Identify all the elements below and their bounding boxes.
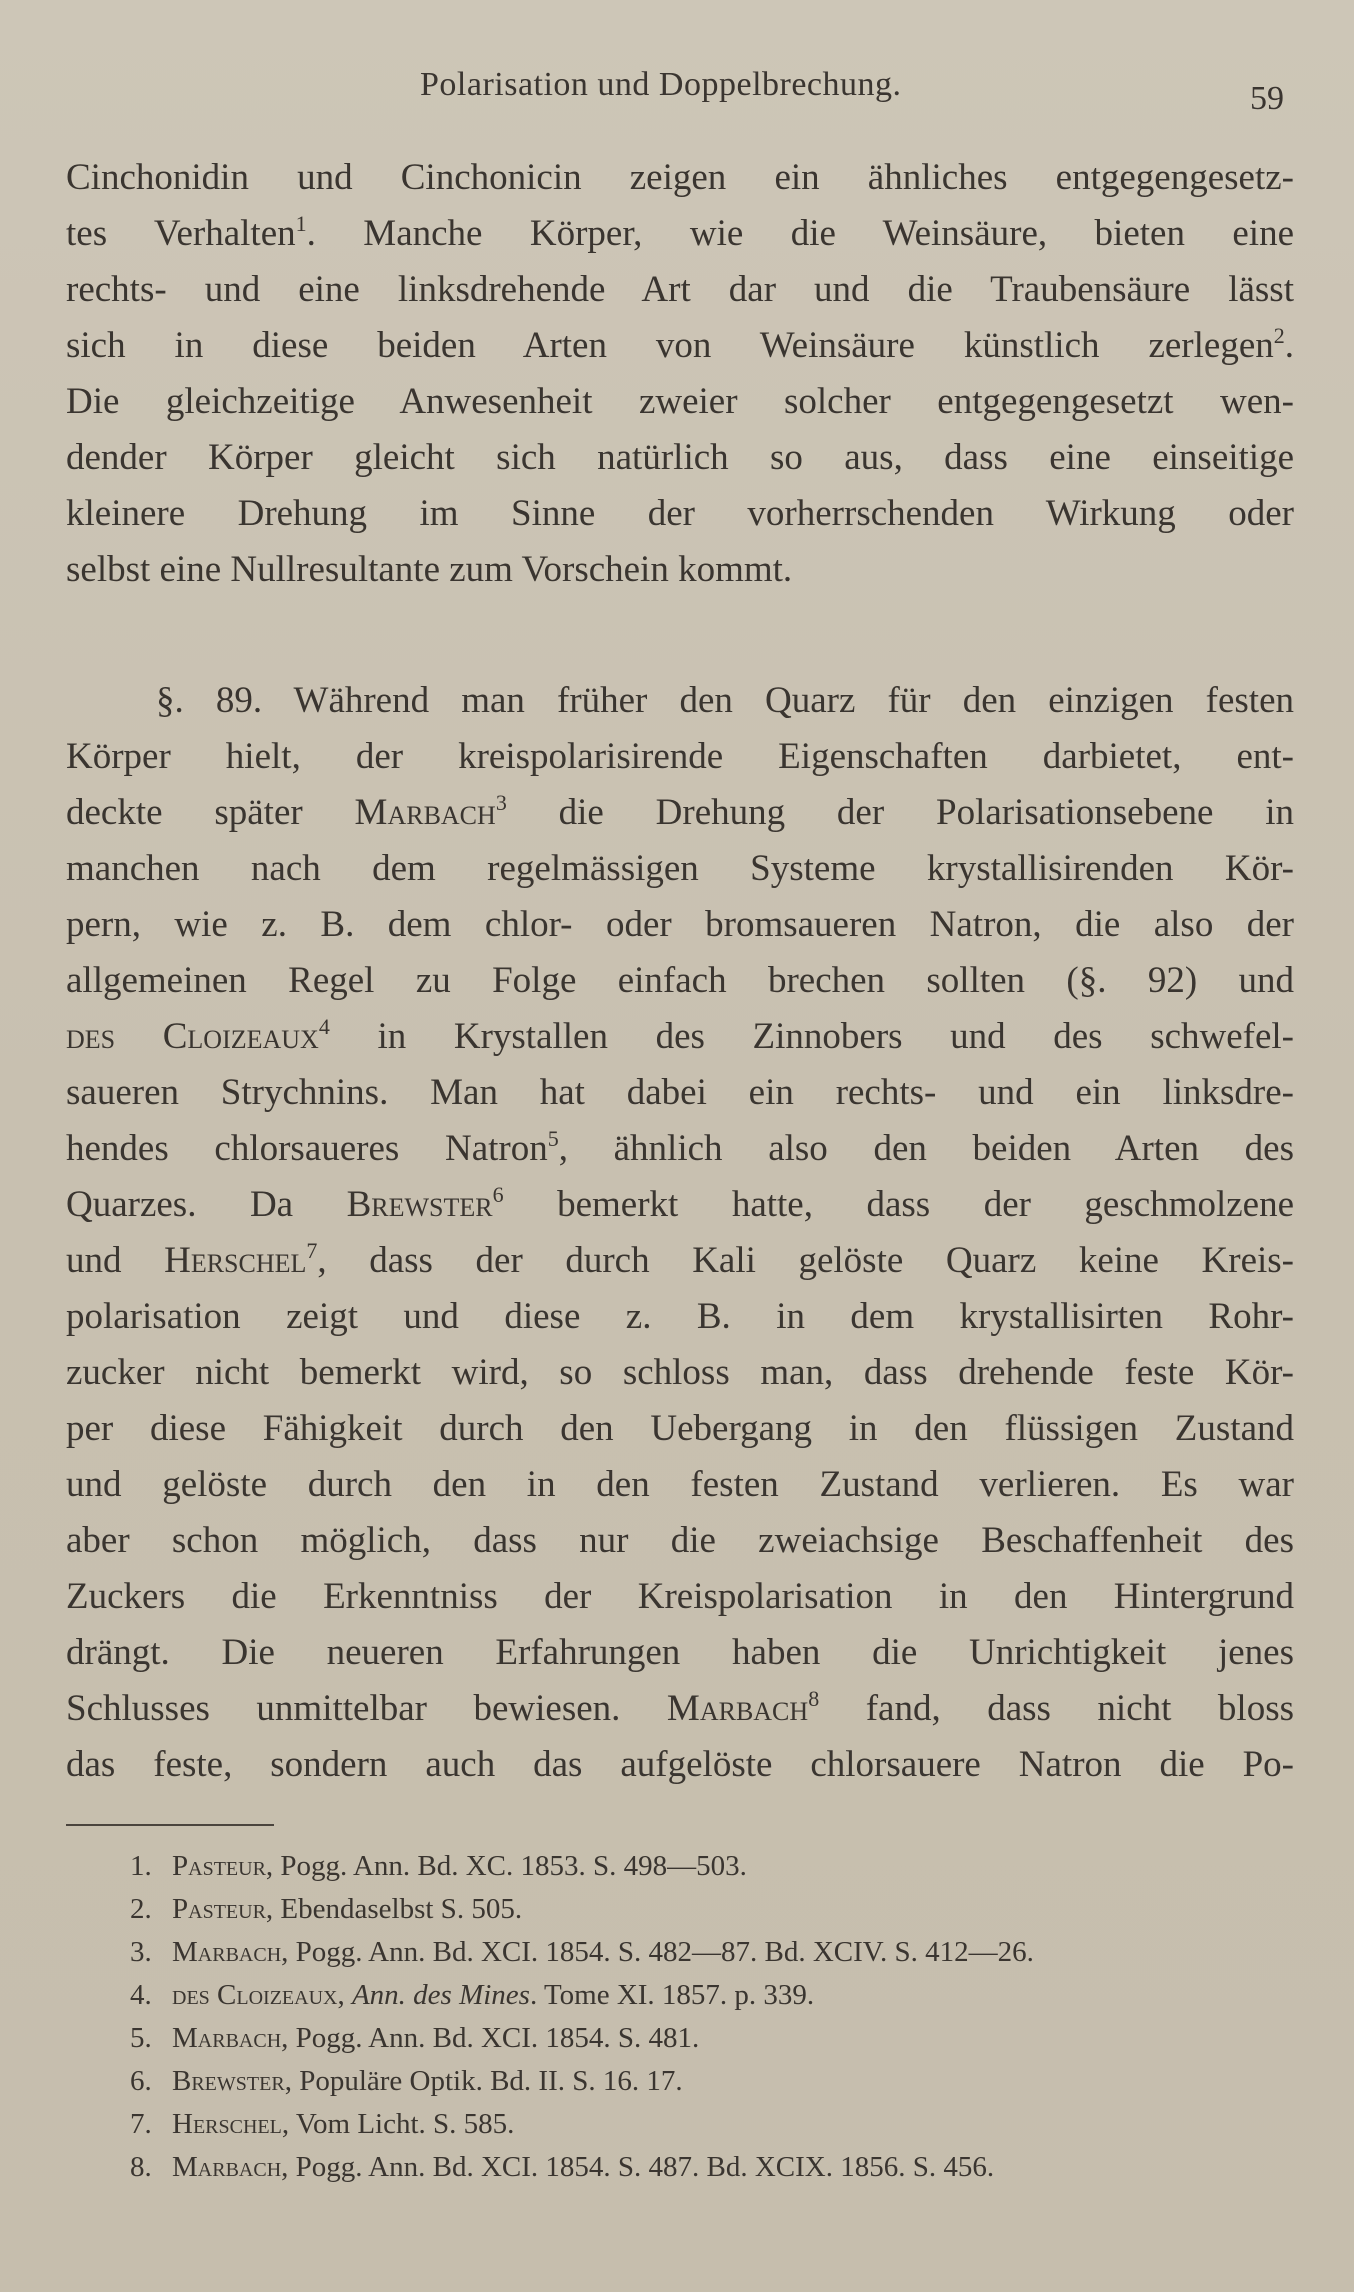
footnote-author: Marbach [172,2022,282,2054]
text-line: rechts- und eine linksdrehende Art dar und die Traubensäure lässt [66,269,1294,310]
footnote-author: Herschel [172,2108,282,2140]
text-line: kleinere Drehung im Sinne der vorherrschenden Wirkung oder [66,493,1294,534]
text-line: Zuckers die Erkenntniss der Kreispolarisation in den Hintergrund [66,1576,1294,1617]
text-line: per diese Fähigkeit durch den Uebergang in den flüssigen Zustand [66,1408,1294,1449]
footnote-author: Brewster [172,2065,285,2097]
footnote-author: des Cloizeaux [172,1979,338,2011]
footnote: 2. Pasteur, Ebendaselbst S. 505. [130,1893,523,1925]
text-line: allgemeinen Regel zu Folge einfach brechen sollten (§. 92) und [66,960,1294,1001]
text-line: deckte später Marbach$^3$ die Drehung der Polarisationsebene in [66,790,1295,833]
paragraph-1 [66,150,1294,598]
text-line: des Cloizeaux$^4$ in Krystallen des Zinnobers und des schwefel- [66,1014,1294,1057]
footnote: 5. Marbach, Pogg. Ann. Bd. XCI. 1854. S. 481. [130,2022,700,2054]
text-line: pern, wie z. B. dem chlor- oder bromsaueren Natron, die also der [66,904,1294,945]
text-line: zucker nicht bemerkt wird, so schloss man, dass drehende feste Kör- [66,1352,1294,1393]
text-line: das feste, sondern auch das aufgelöste chlorsauere Natron die Po- [66,1744,1294,1785]
author-name: Brewster [346,1184,493,1225]
text-line: und gelöste durch den in den festen Zustand verlieren. Es war [66,1464,1294,1505]
footnote: 3. Marbach, Pogg. Ann. Bd. XCI. 1854. S. 482—87. Bd. XCIV. S. 412—26. [130,1936,1034,1968]
text-line: selbst eine Nullresultante zum Vorschein kommt. [66,549,793,590]
text-line: hendes chlorsaueres Natron$^5$, ähnlich also den beiden Arten des [66,1126,1294,1169]
text-line: und Herschel$^7$, dass der durch Kali gelöste Quarz keine Kreis- [66,1238,1295,1281]
footnote-author: Pasteur [172,1893,266,1925]
footnote-author: Marbach [172,1936,282,1968]
text-line: polarisation zeigt und diese z. B. in dem krystallisirten Rohr- [66,1296,1294,1337]
footnote-ref: 3 [495,790,507,815]
footnotes [130,1845,1034,2189]
footnote-ref: 1 [295,211,307,236]
footnote: 6. Brewster, Populäre Optik. Bd. II. S. 16. 17. [130,2065,683,2097]
text-line: Schlusses unmittelbar bewiesen. Marbach$^8$ fand, dass nicht bloss [66,1686,1295,1729]
text-line: saueren Strychnins. Man hat dabei ein rechts- und ein linksdre- [66,1072,1294,1113]
author-name: Marbach [354,792,496,833]
text-line: Körper hielt, der kreispolarisirende Eigenschaften darbietet, ent- [66,736,1294,777]
paragraph-2 [66,673,1294,1793]
footnote: 7. Herschel, Vom Licht. S. 585. [130,2108,515,2140]
text-line: Quarzes. Da Brewster$^6$ bemerkt hatte, dass der geschmolzene [66,1182,1294,1225]
footnote-divider [66,1824,274,1826]
author-name: Herschel [164,1240,307,1281]
text-line: Die gleichzeitige Anwesenheit zweier solcher entgegengesetzt wen- [66,381,1294,422]
section-heading-line: §. 89. Während man früher den Quarz für den einzigen festen [156,680,1294,721]
running-head: Polarisation und Doppelbrechung. [420,66,902,103]
footnote-author: Pasteur [172,1850,266,1882]
text-line: manchen nach dem regelmässigen Systeme krystallisirenden Kör- [66,848,1294,889]
text-line: drängt. Die neueren Erfahrungen haben die Unrichtigkeit jenes [66,1632,1294,1673]
page-number: 59 [1250,80,1284,117]
footnote-ref: 6 [492,1182,504,1207]
footnote-ref: 8 [808,1686,820,1711]
author-name: des Cloizeaux [66,1016,319,1057]
footnote: 1. Pasteur, Pogg. Ann. Bd. XC. 1853. S. 498—503. [130,1850,747,1882]
footnote-ref: 7 [306,1238,318,1263]
text-line: tes Verhalten$^1$. Manche Körper, wie die Weinsäure, bieten eine [66,211,1294,254]
footnote-ref: 2 [1273,323,1285,348]
footnote-author: Marbach [172,2151,282,2183]
footnote-ref: 4 [318,1014,330,1039]
text-line: Cinchonidin und Cinchonicin zeigen ein ähnliches entgegengesetz- [66,157,1294,198]
text-line: dender Körper gleicht sich natürlich so aus, dass eine einseitige [66,437,1294,478]
text-line: sich in diese beiden Arten von Weinsäure künstlich zerlegen$^2$. [66,323,1294,366]
footnote: 8. Marbach, Pogg. Ann. Bd. XCI. 1854. S. 487. Bd. XCIX. 1856. S. 456. [130,2151,995,2183]
footnote-ref: 5 [547,1126,559,1151]
author-name: Marbach [666,1688,809,1729]
footnote: 4. des Cloizeaux, Ann. des Mines. Tome XI. 1857. p. 339. [130,1979,815,2011]
text-line: aber schon möglich, dass nur die zweiachsige Beschaffenheit des [66,1520,1294,1561]
